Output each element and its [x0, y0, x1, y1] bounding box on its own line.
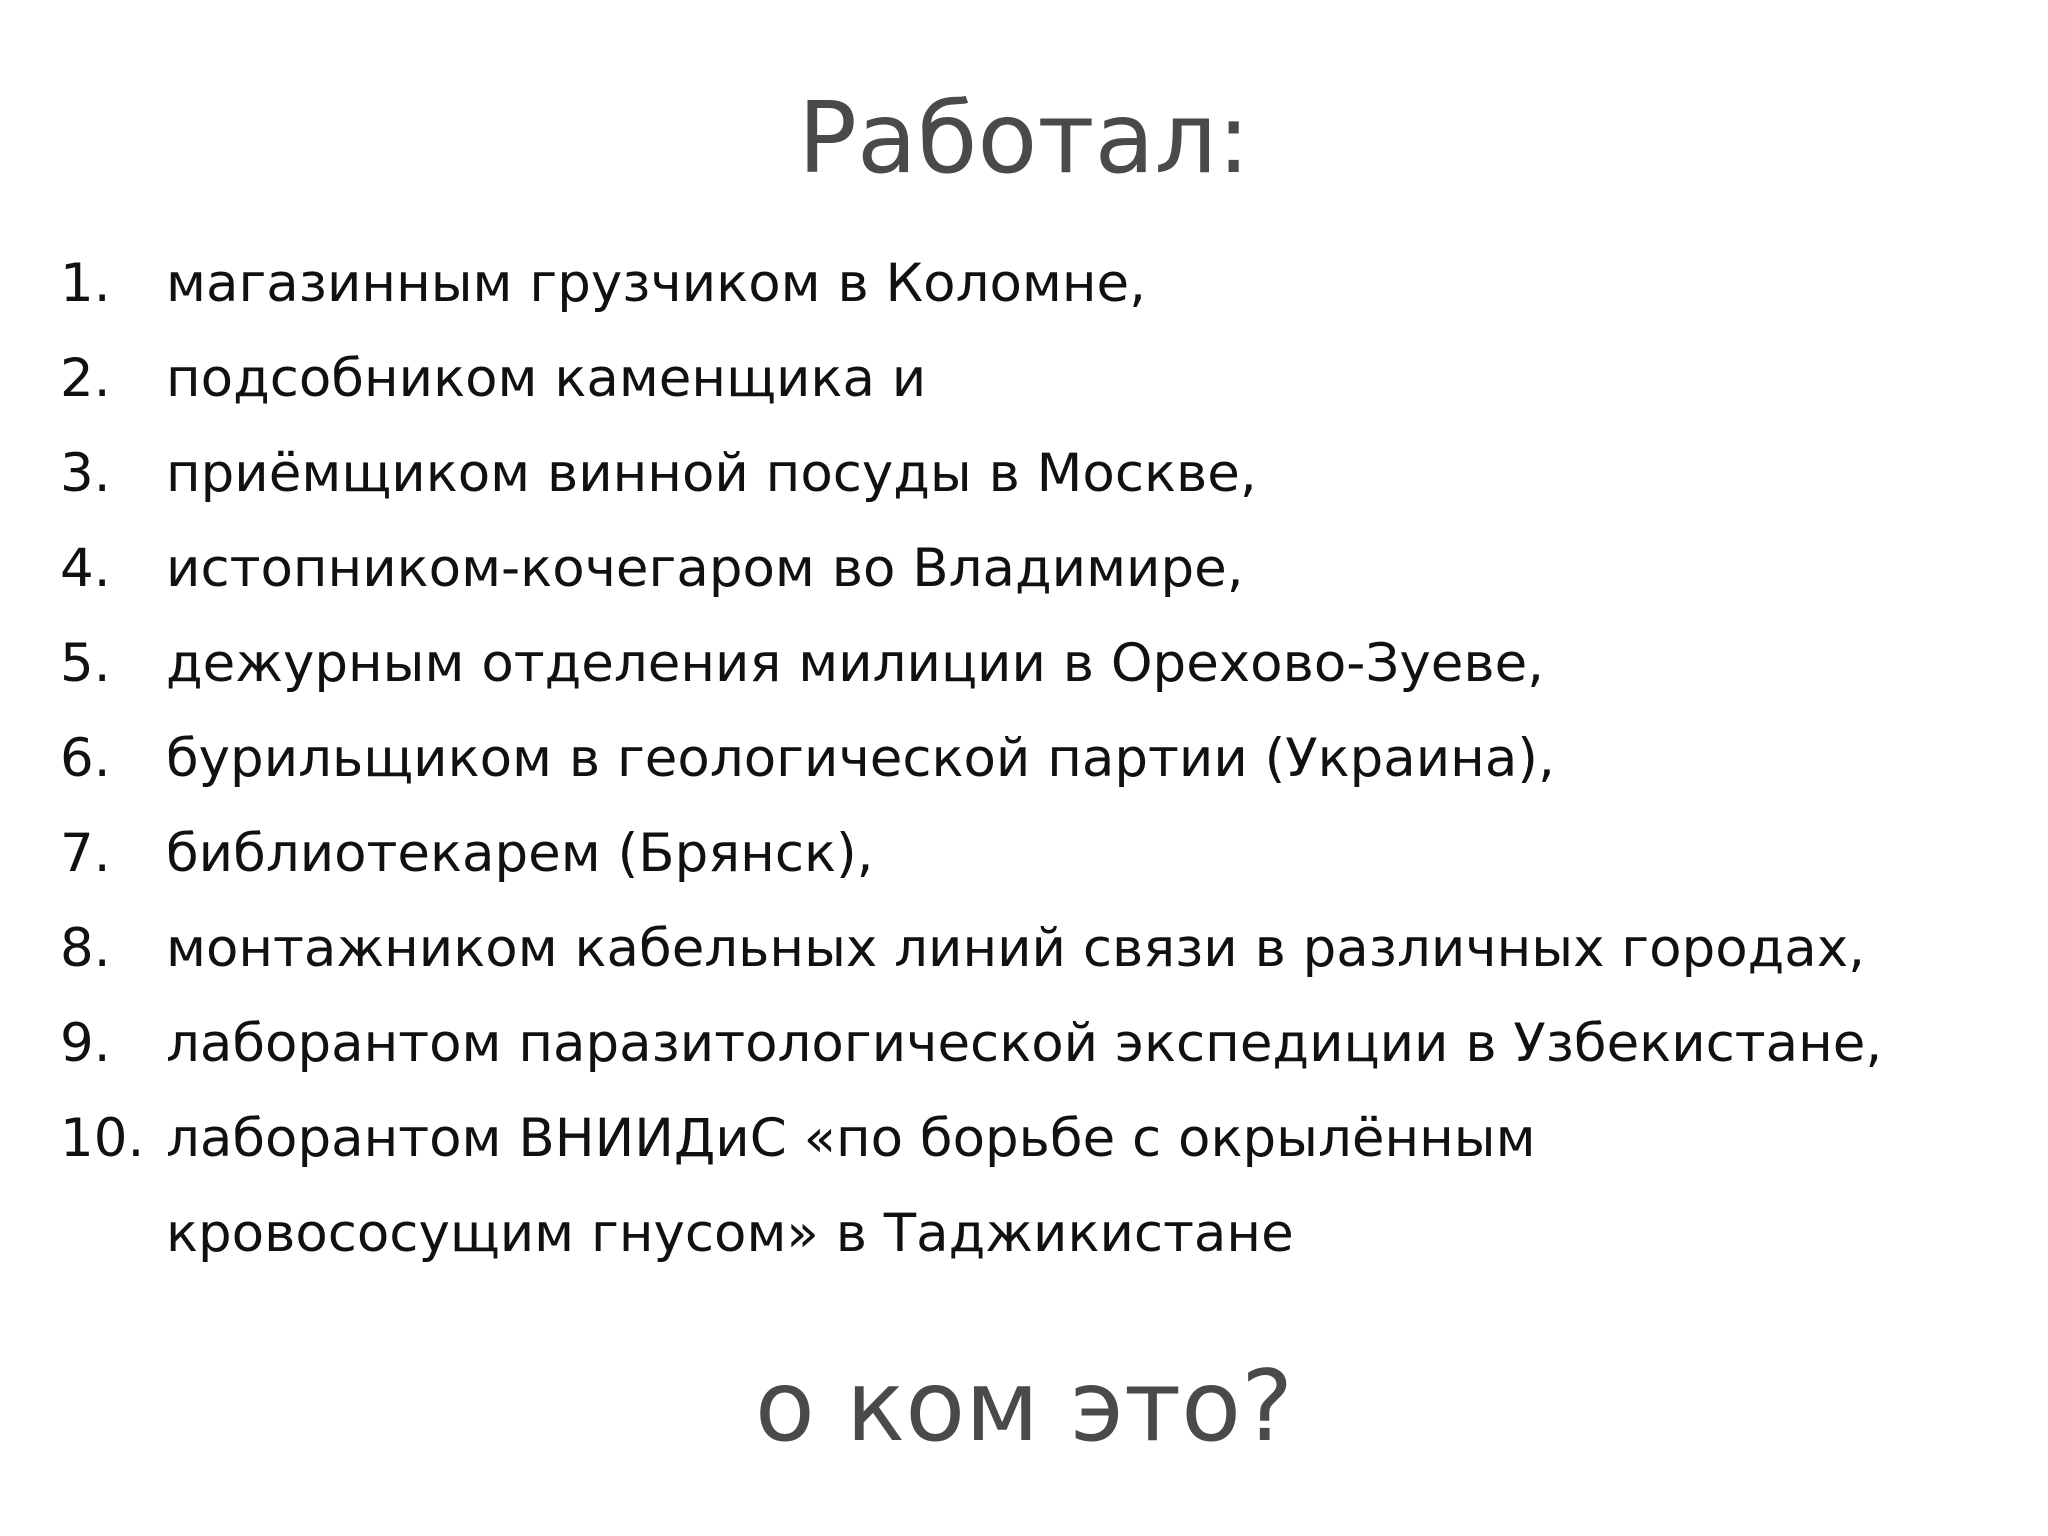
list-text-line: лаборантом паразитологической экспедиции в Узбекистане,: [166, 1013, 1883, 1074]
list-text-line: магазинным грузчиком в Коломне,: [166, 253, 1146, 314]
list-number: 9.: [60, 1013, 111, 1074]
list-number: 7.: [60, 823, 111, 884]
list-item: [60, 521, 2020, 616]
list-number: 8.: [60, 918, 111, 979]
list-text-line: подсобником каменщика и: [166, 348, 927, 409]
list-text-line: монтажником кабельных линий связи в различных городах,: [166, 918, 1865, 979]
list-item: [60, 996, 2020, 1091]
list-text: [166, 901, 2020, 996]
list-item: [60, 901, 2020, 996]
list-text: [166, 331, 2020, 426]
closing-question: о ком это?: [754, 1350, 1294, 1464]
list-text-line: библиотекарем (Брянск),: [166, 823, 874, 884]
list-item: [60, 1091, 2020, 1281]
list-text: [166, 806, 2020, 901]
slide-title: Работал:: [797, 82, 1251, 196]
job-list: [60, 236, 2020, 1281]
list-number: 2.: [60, 348, 111, 409]
list-text-line: кровососущим гнусом» в Таджикистане: [166, 1203, 1294, 1264]
list-text-line: истопником-кочегаром во Владимире,: [166, 538, 1244, 599]
list-item: [60, 236, 2020, 331]
list-text-line: бурильщиком в геологической партии (Украина),: [166, 728, 1555, 789]
list-number: 1.: [60, 253, 111, 314]
list-number: 4.: [60, 538, 111, 599]
list-item: [60, 426, 2020, 521]
list-item: [60, 806, 2020, 901]
list-text: [166, 1091, 2020, 1281]
list-item: [60, 616, 2020, 711]
list-text: [166, 521, 2020, 616]
list-text-line: приёмщиком винной посуды в Москве,: [166, 443, 1257, 504]
list-text: [166, 996, 2020, 1091]
list-item: [60, 711, 2020, 806]
list-text: [166, 426, 2020, 521]
list-number: 10.: [60, 1108, 145, 1169]
list-item: [60, 331, 2020, 426]
list-number: 3.: [60, 443, 111, 504]
list-number: 6.: [60, 728, 111, 789]
list-number: 5.: [60, 633, 111, 694]
list-text: [166, 711, 2020, 806]
list-text: [166, 616, 2020, 711]
list-text-line: дежурным отделения милиции в Орехово-Зуеве,: [166, 633, 1545, 694]
list-text-line: лаборантом ВНИИДиС «по борьбе с окрылённым: [166, 1108, 1536, 1169]
list-text: [166, 236, 2020, 331]
